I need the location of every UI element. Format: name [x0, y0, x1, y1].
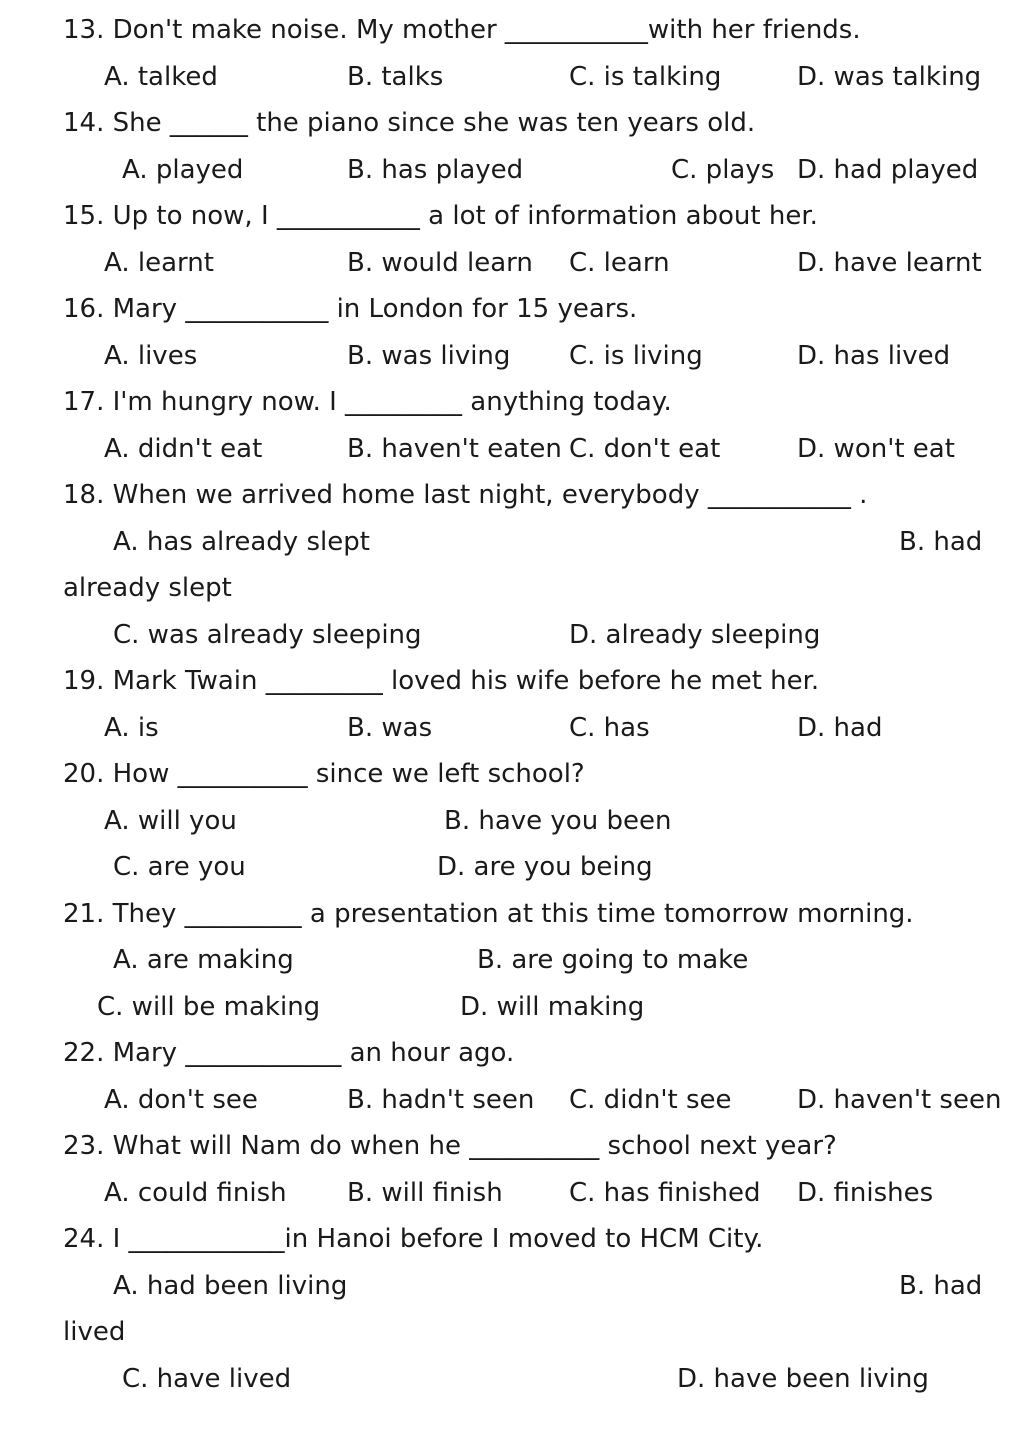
question-22-option-b: B. hadn't seen: [347, 1085, 535, 1115]
question-21-stem: 21. They _________ a presentation at this time tomorrow morning.: [63, 899, 914, 929]
question-18-option-c: C. was already sleeping: [113, 620, 422, 650]
question-15-option-a: A. learnt: [104, 248, 214, 278]
question-17-option-d: D. won't eat: [797, 434, 955, 464]
question-15-option-d: D. have learnt: [797, 248, 982, 278]
question-19-option-a: A. is: [104, 713, 159, 743]
question-24-option-a: A. had been living: [113, 1271, 348, 1301]
question-16-stem: 16. Mary ___________ in London for 15 years.: [63, 294, 638, 324]
question-21-option-b: B. are going to make: [477, 945, 749, 975]
question-14-option-c: C. plays: [671, 155, 775, 185]
question-18-option-b: B. had: [899, 527, 983, 557]
question-17-option-b: B. haven't eaten: [347, 434, 562, 464]
question-14-option-a: A. played: [122, 155, 244, 185]
question-24-option-b-cont: lived: [63, 1317, 126, 1347]
question-24-stem: 24. I ____________in Hanoi before I moved to HCM City.: [63, 1224, 764, 1254]
question-24-option-b: B. had: [899, 1271, 983, 1301]
question-13-option-a: A. talked: [104, 62, 218, 92]
question-14-option-b: B. has played: [347, 155, 524, 185]
question-18-option-d: D. already sleeping: [569, 620, 821, 650]
question-16-option-a: A. lives: [104, 341, 198, 371]
question-20-stem: 20. How __________ since we left school?: [63, 759, 585, 789]
question-22-option-d: D. haven't seen: [797, 1085, 1002, 1115]
question-15-option-c: C. learn: [569, 248, 670, 278]
question-16-option-b: B. was living: [347, 341, 511, 371]
question-23-option-c: C. has finished: [569, 1178, 761, 1208]
question-21-option-c: C. will be making: [97, 992, 321, 1022]
question-22-stem: 22. Mary ____________ an hour ago.: [63, 1038, 515, 1068]
question-13-stem: 13. Don't make noise. My mother ___________with her friends.: [63, 15, 861, 45]
question-19-option-d: D. had: [797, 713, 883, 743]
question-13-option-c: C. is talking: [569, 62, 722, 92]
question-21-option-d: D. will making: [460, 992, 645, 1022]
question-23-option-d: D. finishes: [797, 1178, 934, 1208]
question-15-option-b: B. would learn: [347, 248, 533, 278]
question-19-stem: 19. Mark Twain _________ loved his wife before he met her.: [63, 666, 820, 696]
question-23-option-a: A. could finish: [104, 1178, 287, 1208]
question-18-option-a: A. has already slept: [113, 527, 370, 557]
question-16-option-d: D. has lived: [797, 341, 951, 371]
question-22-option-c: C. didn't see: [569, 1085, 732, 1115]
question-16-option-c: C. is living: [569, 341, 703, 371]
question-19-option-b: B. was: [347, 713, 433, 743]
question-17-option-a: A. didn't eat: [104, 434, 263, 464]
question-20-option-b: B. have you been: [444, 806, 672, 836]
question-19-option-c: C. has: [569, 713, 650, 743]
question-18-option-b-cont: already slept: [63, 573, 232, 603]
question-14-option-d: D. had played: [797, 155, 979, 185]
question-20-option-d: D. are you being: [437, 852, 653, 882]
question-24-option-d: D. have been living: [677, 1364, 929, 1394]
question-20-option-c: C. are you: [113, 852, 246, 882]
question-13-option-b: B. talks: [347, 62, 444, 92]
question-17-stem: 17. I'm hungry now. I _________ anything today.: [63, 387, 672, 417]
question-21-option-a: A. are making: [113, 945, 294, 975]
question-17-option-c: C. don't eat: [569, 434, 721, 464]
question-13-option-d: D. was talking: [797, 62, 982, 92]
question-23-option-b: B. will finish: [347, 1178, 503, 1208]
question-14-stem: 14. She ______ the piano since she was ten years old.: [63, 108, 756, 138]
question-15-stem: 15. Up to now, I ___________ a lot of information about her.: [63, 201, 818, 231]
question-18-stem: 18. When we arrived home last night, everybody ___________ .: [63, 480, 868, 510]
question-23-stem: 23. What will Nam do when he __________ school next year?: [63, 1131, 837, 1161]
question-20-option-a: A. will you: [104, 806, 237, 836]
question-22-option-a: A. don't see: [104, 1085, 258, 1115]
question-24-option-c: C. have lived: [122, 1364, 292, 1394]
